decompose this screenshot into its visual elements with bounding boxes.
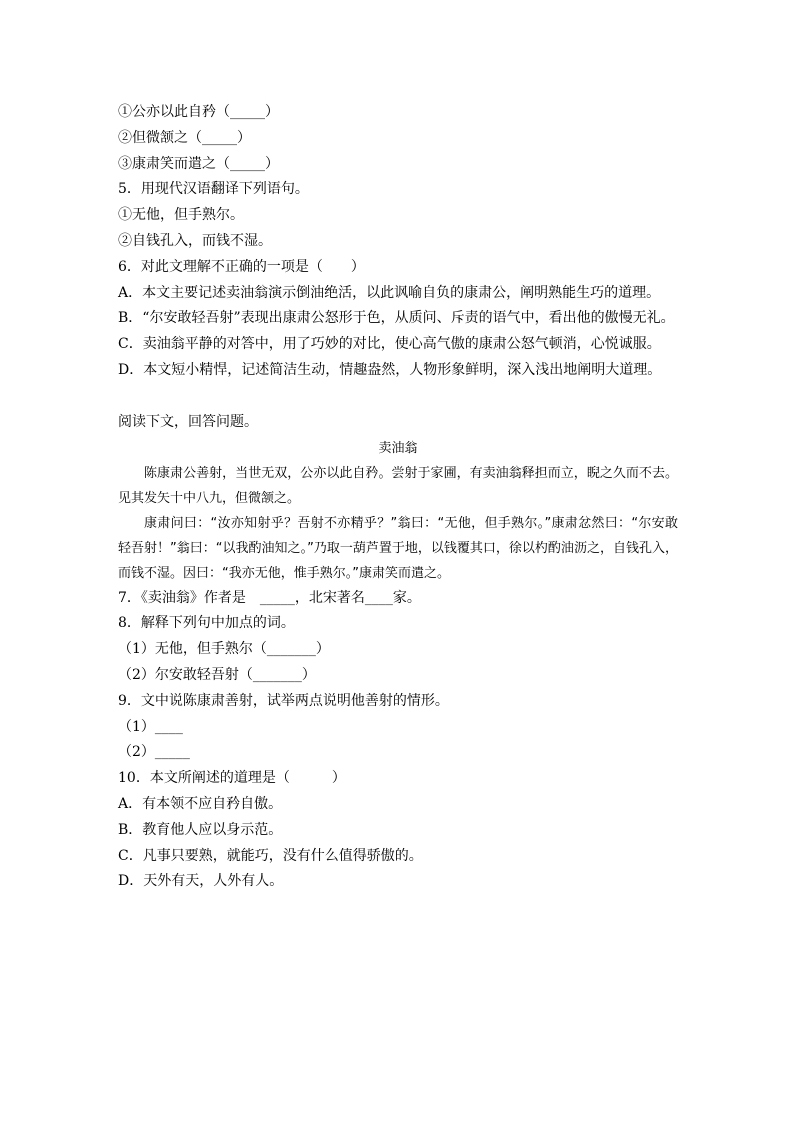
q4-item-1: ①公亦以此自矜（_____） [118, 104, 279, 120]
reading-instruction: 阅读下文，回答问题。 [118, 413, 258, 430]
q9-item-2: （2）_____ [118, 744, 190, 761]
q10-option-b: B．教育他人应以身示范。 [118, 821, 283, 838]
q6-option-d: D．本文短小精悍，记述简洁生动，情趣盎然，人物形象鲜明，深入浅出地阐明大道理。 [118, 361, 662, 378]
q6-option-a: A．本文主要记述卖油翁演示倒油绝活，以此讽喻自负的康肃公，阐明熟能生巧的道理。 [118, 284, 661, 301]
question-7: 7．《卖油翁》作者是 _____，北宋著名____家。 [118, 589, 421, 606]
q4-item-2: ②但微颔之（_____） [118, 129, 251, 146]
q10-option-c: C．凡事只要熟，就能巧，没有什么值得骄傲的。 [118, 847, 423, 864]
q8-item-1: （1）无他，但手熟尔（_______） [118, 641, 330, 658]
q10-option-a: A．有本领不应自矜自傲。 [118, 795, 283, 812]
q5-item-1: ①无他，但手熟尔。 [118, 207, 244, 224]
passage-text [118, 461, 678, 586]
passage-paragraph: 陈康肃公善射，当世无双，公亦以此自矜。尝射于家圃，有卖油翁释担而立，睨之久而不去。见其发矢十中八九，但微颔之。 [118, 465, 678, 506]
question-9: 9．文中说陈康肃善射，试举两点说明他善射的情形。 [118, 692, 449, 709]
q10-option-d: D．天外有天，人外有人。 [118, 873, 284, 890]
question-6: 6．对此文理解不正确的一项是（ ） [118, 258, 365, 275]
question-5: 5．用现代汉语翻译下列语句。 [118, 181, 309, 198]
q6-option-b: B．“尔安敢轻吾射”表现出康肃公怒形于色，从质问、斥责的语气中，看出他的傲慢无礼。 [118, 310, 675, 327]
document-page [118, 100, 678, 895]
q9-item-1: （1）____ [118, 718, 183, 735]
section-spacer [118, 384, 678, 410]
q6-option-c: C．卖油翁平静的对答中，用了巧妙的对比，使心高气傲的康肃公怒气顿消，心悦诚服。 [118, 336, 661, 353]
question-10: 10．本文所阐述的道理是（ ） [118, 770, 346, 787]
passage-paragraph: 康肃问曰：“汝亦知射乎？吾射不亦精乎？”翁曰：“无他，但手熟尔。”康肃忿然曰：“尔安敢轻吾射！”翁曰：“以我酌油知之。”乃取一葫芦置于地，以钱覆其口，徐以杓酌油沥之，自钱孔入，而钱不湿。因曰：“我亦无他，惟手熟尔。”康肃笑而遣之。 [118, 515, 678, 581]
q4-item-3: ③康肃笑而遣之（_____） [118, 155, 279, 172]
q8-item-2: （2）尔安敢轻吾射（_______） [118, 666, 316, 683]
passage-title: 卖油翁 [378, 440, 418, 456]
q5-item-2: ②自钱孔入，而钱不湿。 [118, 232, 272, 249]
question-8: 8．解释下列句中加点的词。 [118, 615, 295, 632]
